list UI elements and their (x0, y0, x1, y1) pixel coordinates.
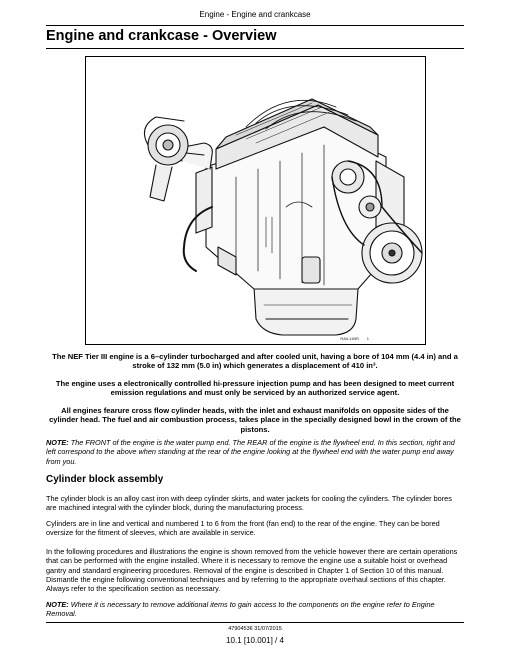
body-paragraph-1: The cylinder block is an alloy cast iron with deep cylinder skirts, and water jackets for cooling the cylinders. The cylinder bores are machined integral with the cylinder block, during the manufacturing process. (46, 494, 452, 513)
intro-paragraph-1: The NEF Tier III engine is a 6–cylinder turbocharged and after cooled unit, having a bore of 104 mm (4.4 in) and a stroke of 132 mm (5.0 in) which generates a displacement of 410 in³. (52, 352, 458, 371)
note-front-rear (46, 438, 464, 466)
body-paragraph-3: In the following procedures and illustrations the engine is shown removed from the vehicle however there are certain operations that can be performed with the engine installed. Where it is necessary to remove the engine use a suitable hoist or overhead gantry and standard engineering procedures. Removal of the engine is described in Chapter 1 of Section 10 of this manual. Dismantle the engine following conventional techniques and by referring to the appropriate overhaul sections of this chapter. Always refer to the specification section as necessary. (46, 547, 458, 594)
note-label: NOTE: (46, 438, 69, 447)
note-label: NOTE: (46, 600, 69, 609)
footer-divider (46, 622, 464, 623)
section-heading: Cylinder block assembly (46, 474, 164, 485)
engine-illustration-icon (86, 57, 426, 345)
title-divider (46, 48, 464, 49)
footer-code: 47904536 31/07/2015 (228, 626, 282, 632)
engine-figure (85, 56, 426, 345)
running-header: Engine - Engine and crankcase (199, 10, 311, 19)
note-text: Where it is necessary to remove additional items to gain access to the components on the engine refer to Engine Removal. (46, 600, 435, 619)
page-number: 10.1 [10.001] / 4 (226, 636, 284, 645)
figure-number: 1 (366, 336, 369, 341)
intro-paragraph-3: All engines fearure cross flow cylinder heads, with the inlet and exhaust manifolds on opposite sides of the cylinder head. The fuel and air combustion process, takes place in the specially designed bowl in the crown of the pistons. (49, 406, 461, 434)
body-paragraph-2: Cylinders are in line and vertical and numbered 1 to 6 from the front (fan end) to the rear of the engine. They can be bored oversize for the fitment of sleeves, which are available in service. (46, 519, 440, 538)
intro-paragraph-2: The engine uses a electronically controlled hi-pressure injection pump and has been designed to meet current emission regulations and must only be serviced by an authorized service agent. (55, 379, 455, 398)
note-engine-removal (46, 600, 464, 619)
page-title: Engine and crankcase - Overview (46, 28, 277, 44)
header-divider (46, 25, 464, 26)
note-text: The FRONT of the engine is the water pump end. The REAR of the engine is the flywheel end. In this section, right and left correspond to the above when standing at the rear of the engine looking at the flywheel end with the water pump end away from you. (46, 438, 455, 466)
figure-id: RAIL11BR (340, 336, 359, 341)
